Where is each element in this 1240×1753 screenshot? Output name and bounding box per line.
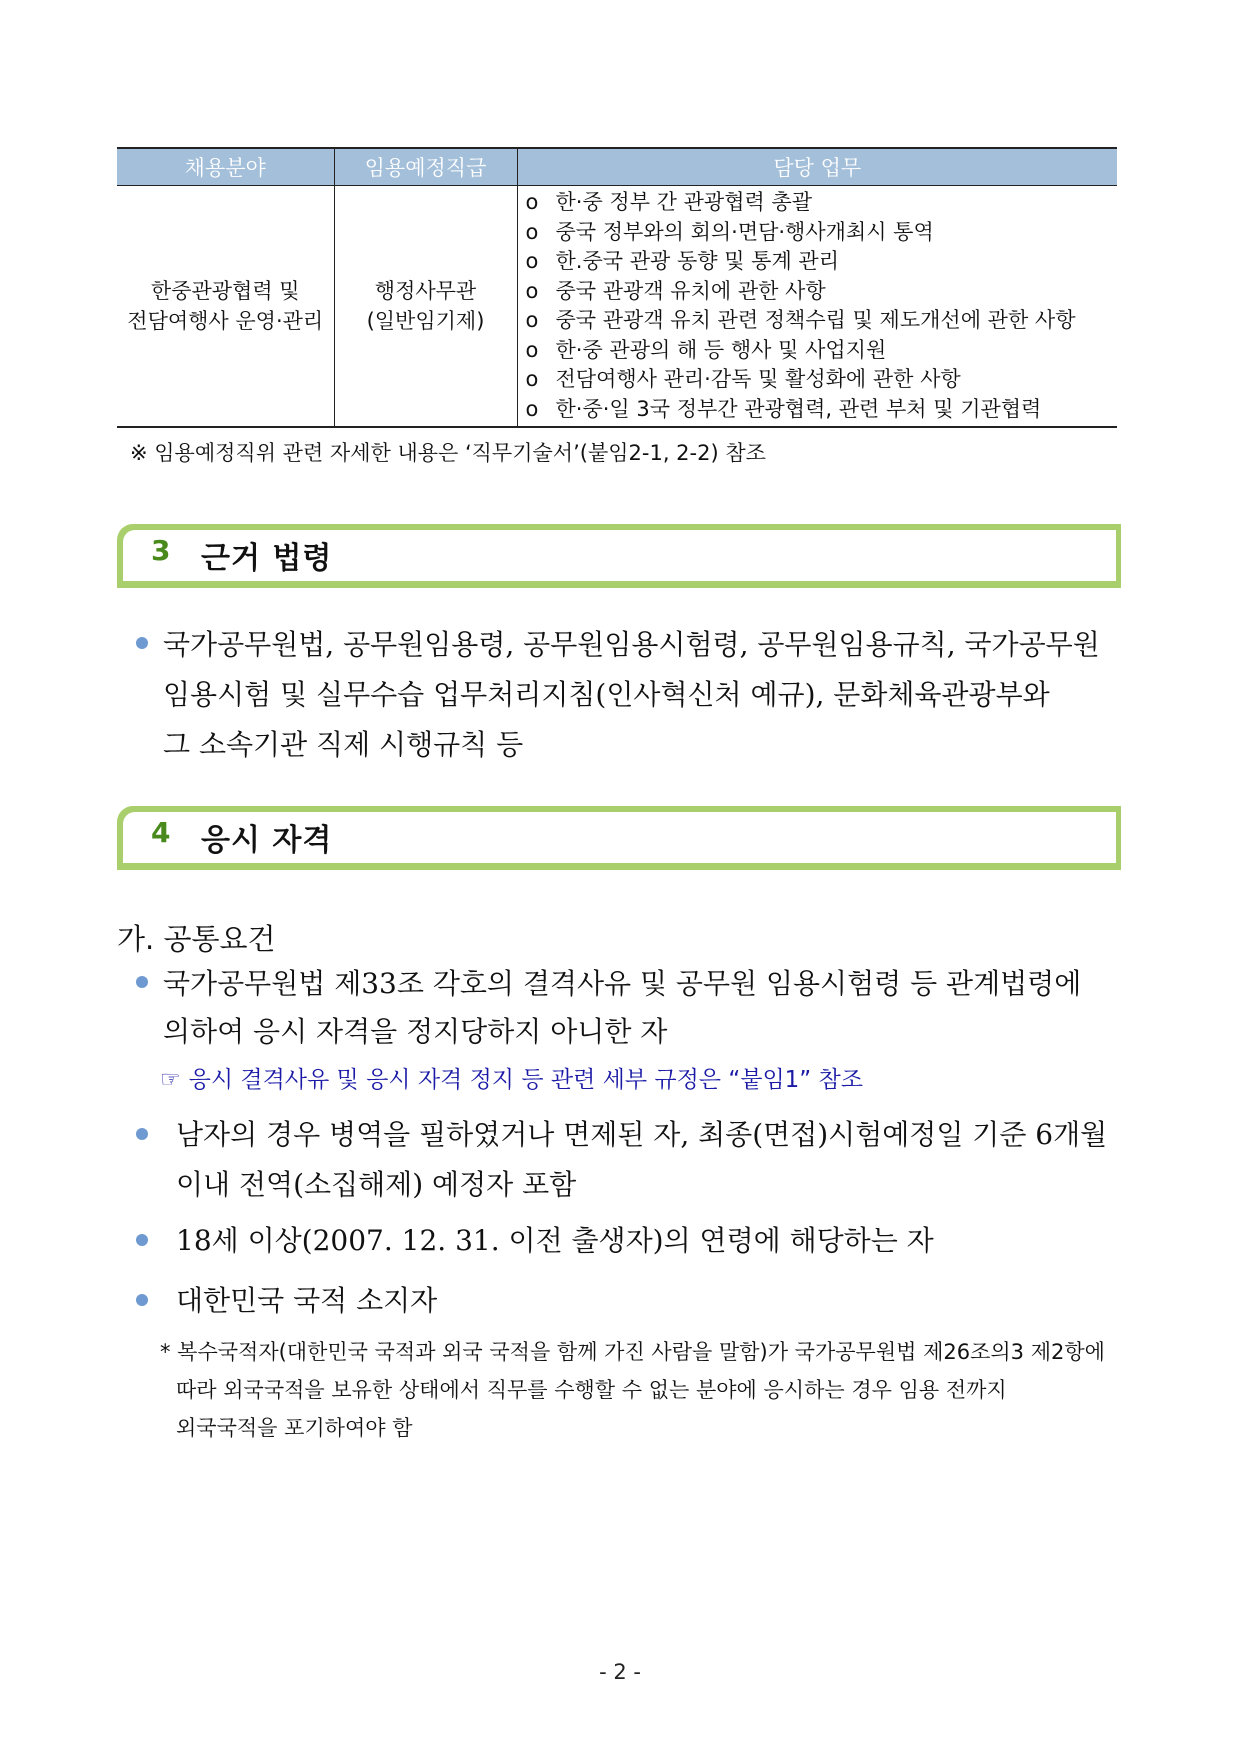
page-number: - 2 -	[599, 1660, 641, 1684]
duty-text: 한·중·일 3국 정부간 관광협력, 관련 부처 및 기관협력	[555, 396, 1042, 421]
body-line: 의하여 응시 자격을 정지당하지 아니한 자	[163, 1015, 668, 1048]
duty-item	[526, 365, 1112, 395]
duty-text: 중국 관광객 유치 관련 정책수립 및 제도개선에 관한 사항	[555, 308, 1076, 332]
footnote-line: * 복수국적자(대한민국 국적과 외국 국적을 함께 가진 사람을 말함)가 국가공무원법 제26조의3 제2항에	[160, 1340, 1105, 1364]
section-number: 4	[151, 816, 171, 849]
duty-marker: o	[525, 190, 539, 214]
footnote-line: 따라 외국국적을 보유한 상태에서 직무를 수행할 수 없는 분야에 응시하는 경우 임용 전까지	[176, 1378, 1007, 1402]
duty-marker: o	[525, 249, 539, 273]
duty-item	[526, 218, 1112, 248]
bullet-dot-icon	[136, 1234, 148, 1246]
body-line: 임용시험 및 실무수습 업무처리지침(인사혁신처 예규), 문화체육관광부와	[163, 678, 1050, 711]
hand-pointing-icon: ☞	[160, 1067, 181, 1093]
duty-text: 한·중 관광의 해 등 행사 및 사업지원	[555, 337, 887, 362]
cell-field	[117, 186, 334, 428]
cell-duties	[517, 186, 1117, 428]
body-line: 이내 전역(소집해제) 예정자 포함	[176, 1168, 577, 1201]
subheading-common-requirements: 가. 공통요건	[117, 922, 276, 956]
duty-text: 전담여행사 관리·감독 및 활성화에 관한 사항	[555, 367, 961, 391]
job-table	[117, 147, 1117, 428]
duty-marker: o	[525, 396, 539, 421]
duty-text: 중국 정부와의 회의·면담·행사개최시 통역	[555, 219, 934, 244]
section-title: 근거 법령	[201, 541, 333, 576]
body-line: 18세 이상(2007. 12. 31. 이전 출생자)의 연령에 해당하는 자	[176, 1224, 934, 1257]
bullet-dot-icon	[136, 637, 148, 649]
body-line: 그 소속기관 직제 시행규칙 등	[163, 728, 524, 761]
duty-item	[526, 395, 1112, 425]
duty-text: 한.중국 관광 동향 및 통계 관리	[555, 249, 839, 273]
bullet-dot-icon	[136, 1294, 148, 1306]
header-field: 채용분야	[117, 148, 334, 186]
section-title: 응시 자격	[201, 823, 333, 858]
duty-marker: o	[525, 367, 539, 391]
table-row	[117, 186, 1117, 428]
duty-marker: o	[525, 219, 539, 244]
duty-marker: o	[525, 308, 539, 332]
body-line: 대한민국 국적 소지자	[176, 1284, 438, 1317]
section-number: 3	[151, 534, 171, 567]
grade-line-2: (일반임기제)	[366, 309, 485, 333]
section-4-header	[117, 806, 1121, 870]
header-grade: 임용예정직급	[334, 148, 517, 186]
field-line-2: 전담여행사 운영·관리	[127, 309, 324, 333]
duty-marker: o	[525, 278, 539, 303]
footnote-line: 외국국적을 포기하여야 함	[176, 1416, 413, 1440]
reference-note	[160, 1061, 863, 1094]
field-line-1: 한중관광협력 및	[150, 279, 300, 303]
duty-item	[526, 277, 1112, 307]
duty-item	[526, 336, 1112, 366]
cell-grade	[334, 186, 517, 428]
header-duties: 담당 업무	[517, 148, 1117, 186]
duty-item	[526, 188, 1112, 218]
duty-item	[526, 247, 1112, 277]
grade-line-1: 행정사무관	[374, 279, 477, 303]
body-line: 남자의 경우 병역을 필하였거나 면제된 자, 최종(면접)시험예정일 기준 6개월	[176, 1118, 1108, 1151]
duty-text: 한·중 정부 간 관광협력 총괄	[555, 190, 813, 214]
reference-note-text: 응시 결격사유 및 응시 자격 정지 등 관련 세부 규정은 “붙임1” 참조	[188, 1067, 863, 1093]
duty-item	[526, 306, 1112, 336]
duty-marker: o	[525, 337, 539, 362]
bullet-dot-icon	[136, 976, 148, 988]
bullet-dot-icon	[136, 1128, 148, 1140]
section-3-header	[117, 524, 1121, 588]
duty-text: 중국 관광객 유치에 관한 사항	[555, 278, 826, 303]
table-note: ※ 임용예정직위 관련 자세한 내용은 ‘직무기술서’(붙임2-1, 2-2) 참조	[130, 441, 766, 465]
table-header-row	[117, 148, 1117, 186]
body-line: 국가공무원법 제33조 각호의 결격사유 및 공무원 임용시험령 등 관계법령에	[163, 967, 1082, 1000]
body-line: 국가공무원법, 공무원임용령, 공무원임용시험령, 공무원임용규칙, 국가공무원	[163, 628, 1100, 661]
